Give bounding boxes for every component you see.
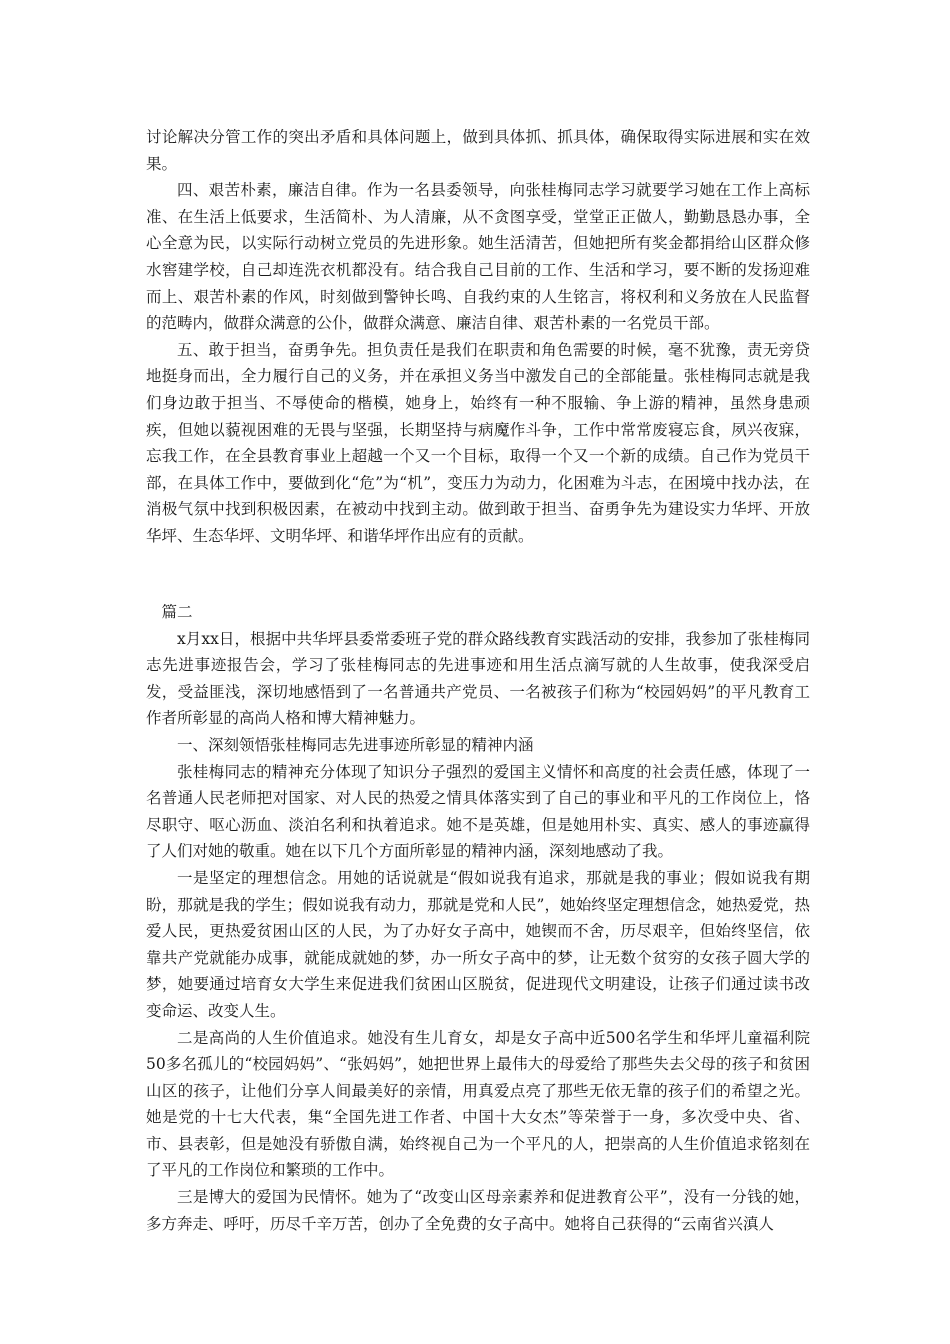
paragraph-ideals: 一是坚定的理想信念。用她的话说就是“假如说我有追求，那就是我的事业；假如说我有期盼，那就是我的学生；假如说我有动力，那就是党和人民”，她始终坚定理想信念，她热爱党，热爱人民，更热爱贫困山区的人民，为了办好女子高中，她锲而不舍，历尽艰辛，但始终坚信，依靠共产党就能办成事，就能成就她的梦，办一所女子高中的梦，让无数个贫穷的女孩子圆大学的梦，她要通过培育女大学生来促进我们贫困山区脱贫，促进现代文明建设，让孩子们通过读书改变命运、改变人生。: [146, 868, 810, 1020]
paragraph-values: 二是高尚的人生价值追求。她没有生儿育女，却是女子高中近500名学生和华坪儿童福利院50多名孤儿的“校园妈妈”、“张妈妈”，她把世界上最伟大的母爱给了那些失去父母的孩子和贫困山区的孩子，让他们分享人间最美好的亲情，用真爱点亮了那些无依无靠的孩子们的希望之光。她是党的十七大代表，集“全国先进工作者、中国十大女杰”等荣誉于一身，多次受中央、省、市、县表彰，但是她没有骄傲自满，始终视自己为一个平凡的人，把崇高的人生价值追求铭刻在了平凡的工作岗位和繁琐的工作中。: [146, 1028, 810, 1180]
paragraph-intro: x月xx日，根据中共华坪县委常委班子党的群众路线教育实践活动的安排，我参加了张桂梅同志先进事迹报告会，学习了张桂梅同志的先进事迹和用生活点滴写就的人生故事，使我深受启发，受益匪浅，深切地感悟到了一名普通共产党员、一名被孩子们称为“校园妈妈”的平凡教育工作者所彰显的高尚人格和博大精神魅力。: [146, 629, 810, 728]
paragraph-spirit: 张桂梅同志的精神充分体现了知识分子强烈的爱国主义情怀和高度的社会责任感，体现了一名普通人民老师把对国家、对人民的热爱之情具体落实到了自己的事业和平凡的工作岗位上，恪尽职守、呕心沥血、淡泊名利和执着追求。她不是英雄，但是她用朴实、真实、感人的事迹赢得了人们对她的敬重。她在以下几个方面所彰显的精神内涵，深刻地感动了我。: [146, 762, 810, 861]
section-heading: 一、深刻领悟张桂梅同志先进事迹所彰显的精神内涵: [177, 735, 534, 754]
section-label: 篇二: [161, 603, 193, 621]
paragraph-take-responsibility: 五、敢于担当，奋勇争先。担负责任是我们在职责和角色需要的时候，毫不犹豫，责无旁贷地挺身而出，全力履行自己的义务，并在承担义务当中激发自己的全部能量。张桂梅同志就是我们身边敢于担当、不辱使命的楷模，她身上，始终有一种不服输、争上游的精神，虽然身患顽疾，但她以藐视困难的无畏与坚强，长期坚持与病魔作斗争，工作中常常废寝忘食，夙兴夜寐，忘我工作，在全县教育事业上超越一个又一个目标，取得一个又一个新的成绩。自己作为党员干部，在具体工作中，要做到化“危”为“机”，变压力为动力，化困难为斗志，在困境中找办法，在消极气氛中找到积极因素，在被动中找到主动。做到敢于担当、奋勇争先为建设实力华坪、开放华坪、生态华坪、文明华坪、和谐华坪作出应有的贡献。: [146, 340, 810, 545]
section-part-one: [146, 124, 810, 550]
section-part-two: [146, 599, 810, 1237]
paragraph-continuation: 讨论解决分管工作的突出矛盾和具体问题上，做到具体抓、抓具体，确保取得实际进展和实在效果。: [146, 128, 810, 173]
paragraph-patriotism: 三是博大的爱国为民情怀。她为了“改变山区母亲素养和促进教育公平”，没有一分钱的她，多方奔走、呼吁，历尽千辛万苦，创办了全免费的女子高中。她将自己获得的“云南省兴滇人: [146, 1188, 810, 1233]
paragraph-frugal-integrity: 四、艰苦朴素，廉洁自律。作为一名县委领导，向张桂梅同志学习就要学习她在工作上高标准、在生活上低要求，生活简朴、为人清廉，从不贪图享受，堂堂正正做人，勤勤恳恳办事，全心全意为民，以实际行动树立党员的先进形象。她生活清苦，但她把所有奖金都捐给山区群众修水窖建学校，自己却连洗衣机都没有。结合我自己目前的工作、生活和学习，要不断的发扬迎难而上、艰苦朴素的作风，时刻做到警钟长鸣、自我约束的人生铭言，将权利和义务放在人民监督的范畴内，做群众满意的公仆，做群众满意、廉洁自律、艰苦朴素的一名党员干部。: [146, 181, 810, 333]
